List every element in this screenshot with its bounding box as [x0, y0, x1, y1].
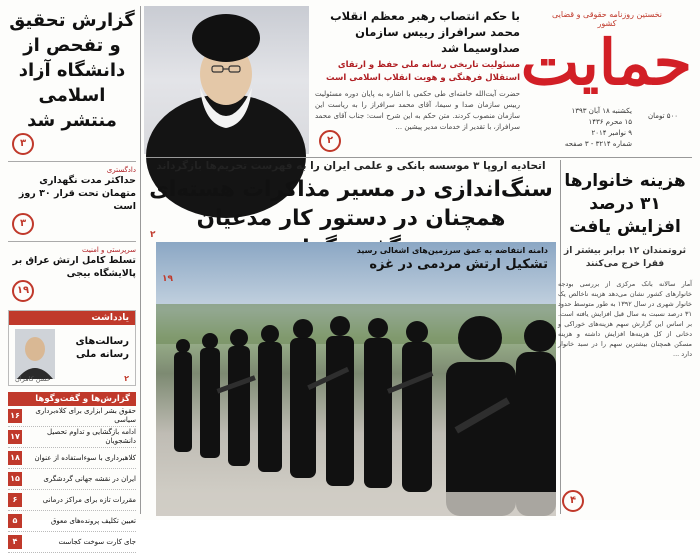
- report-item[interactable]: [8, 490, 136, 511]
- editorial-note[interactable]: [8, 310, 136, 386]
- photo-page-number: ۱۹: [162, 274, 173, 284]
- left-news-item[interactable]: [8, 241, 136, 302]
- page-number-badge: ۳: [12, 133, 34, 155]
- note-label: یادداشت: [9, 311, 135, 325]
- main-page-number: ۲: [150, 230, 156, 240]
- report-title: ایران در نقشه جهانی گردشگری: [43, 474, 136, 483]
- row-divider: [146, 157, 692, 158]
- note-page: ۲: [124, 374, 129, 383]
- masthead-tagline: نخستین روزنامه حقوقی و قضایی کشور: [551, 10, 663, 28]
- right-subheadline: ثروتمندان ۱۲ برابر بیشتر از فقرا خرج می‌کنند: [564, 246, 686, 269]
- lead-photo[interactable]: [156, 242, 556, 516]
- report-title: کلاهبرداری با سوءاستفاده از عنوان: [34, 453, 136, 462]
- item-headline[interactable]: حداکثر مدت نگهداری متهمان تحت قرار ۳۰ روز است: [18, 175, 136, 212]
- report-page: ۱۸: [8, 451, 22, 465]
- page-number-badge: ۲: [319, 130, 341, 152]
- masthead: [520, 4, 692, 154]
- report-title: ادامه بازگشایی و تداوم تحصیل دانشجویان: [47, 428, 136, 445]
- item-kicker: دادگستری: [106, 166, 136, 174]
- report-title: مقررات تازه برای مراکز درمانی: [42, 495, 136, 504]
- date-line: ۹ نوامبر ۲۰۱۴: [591, 129, 632, 137]
- report-title: حقوق بشر ابزاری برای کلاه‌برداری سیاسی: [35, 407, 136, 424]
- left-lead-headline[interactable]: گزارش تحقیق و تفحص از دانشگاه آزاد اسلامی منتشر شد: [9, 10, 135, 131]
- date-line: شماره ۳۲۱۴ - ۳ صفحه: [564, 140, 632, 148]
- report-item[interactable]: [8, 427, 136, 448]
- right-body: آمار سالانه بانک مرکزی از بررسی بودجه خانوارهای کشور نشان می‌دهد هزینه ناخالص یک خانوار شهری در سال ۱۳۹۲ به طور متوسط حدود ۳۱ درصد نسبت به سال قبل افزایش یافته است. بر اساس این گزارش سهم هزینه‌های خوراکی و دخانی از کل هزینه‌ها افزایش داشته و هزینه مسکن همچنان بیشترین سهم را در سبد خانوار دارد ...: [558, 280, 692, 358]
- photo-subheadline: دامنه انتفاضه به عمق سرزمین‌های اشغالی رسید: [356, 246, 548, 255]
- item-kicker: سرپرستی و امنیت: [82, 246, 136, 254]
- report-page: ۴: [8, 535, 22, 549]
- report-item[interactable]: [8, 448, 136, 469]
- page-number-badge: ۴: [562, 490, 584, 512]
- main-story[interactable]: [146, 160, 556, 516]
- date-line: یکشنبه ۱۸ آبان ۱۳۹۳: [571, 107, 632, 115]
- right-headline[interactable]: هزینه خانوارها ۳۱ درصد افزایش یافت: [564, 171, 686, 237]
- reports-list: [8, 406, 136, 553]
- marching-soldiers-illustration: [156, 242, 556, 516]
- main-headline[interactable]: سنگ‌اندازی در مسیر مذاکرات هسته‌ای همچنان در دستور کار مدعیان: [149, 177, 553, 231]
- item-headline[interactable]: تسلط کامل ارتش عراق بر پالایشگاه بیجی: [12, 255, 136, 279]
- left-news-item[interactable]: [8, 161, 136, 235]
- report-item[interactable]: [8, 532, 136, 553]
- photo-caption[interactable]: [288, 246, 548, 272]
- report-item[interactable]: [8, 511, 136, 532]
- portrait-illustration: [144, 6, 309, 154]
- top-teaser[interactable]: [315, 8, 520, 158]
- photo-headline[interactable]: تشکیل ارتش مردمی در غزه: [369, 257, 548, 272]
- column-divider: [140, 6, 141, 514]
- page-number-badge: ۳: [12, 213, 34, 235]
- report-title: جای کارت سوخت کجاست: [58, 537, 136, 546]
- left-column: [8, 8, 136, 546]
- report-page: ۱۵: [8, 472, 22, 486]
- newspaper-logo[interactable]: حمایت: [520, 26, 692, 99]
- teaser-body: حضرت آیت‌الله خامنه‌ای طی حکمی با اشاره به پایان دوره مسئولیت رییس سازمان صدا و سیما، آقای محمد سرافراز را به ریاست این سازمان منصوب کردند. متن حکم به این شرح است: جناب آقای محمد سرافراز، با تقدیر از خدمات مدیر پیشین ...: [315, 90, 520, 131]
- date-line: ۱۵ محرم ۱۴۳۶: [588, 118, 632, 126]
- report-page: ۱۷: [8, 430, 22, 444]
- teaser-subheadline: مسئولیت تاریخی رسانه ملی حفظ و ارتقای استقلال فرهنگی و هویت انقلاب اسلامی است: [326, 60, 520, 83]
- issue-price: ۵۰۰ تومان: [647, 112, 679, 120]
- reports-section-label: گزارش‌ها و گفت‌وگوها: [8, 392, 136, 406]
- note-author: حسن کامران: [15, 375, 51, 383]
- report-item[interactable]: [8, 469, 136, 490]
- author-avatar: [15, 329, 55, 379]
- report-page: ۱۶: [8, 409, 22, 423]
- report-page: ۶: [8, 493, 22, 507]
- report-page: ۵: [8, 514, 22, 528]
- portrait-photo: [144, 6, 309, 154]
- teaser-headline[interactable]: با حکم انتصاب رهبر معظم انقلاب محمد سرافراز رییس سازمان صداوسیما شد: [330, 9, 520, 55]
- report-item[interactable]: [8, 406, 136, 427]
- page-number-badge: ۱۹: [12, 280, 34, 302]
- report-title: تعیین تکلیف پرونده‌های معوق: [50, 516, 136, 525]
- main-kicker: اتحادیه اروپا ۳ موسسه بانکی و علمی ایران را به فهرست تحریم‌ها بازگرداند: [156, 160, 546, 172]
- issue-date: [532, 106, 632, 150]
- right-column[interactable]: [558, 170, 692, 516]
- note-title[interactable]: رسالت‌های رسانه ملی: [75, 336, 129, 360]
